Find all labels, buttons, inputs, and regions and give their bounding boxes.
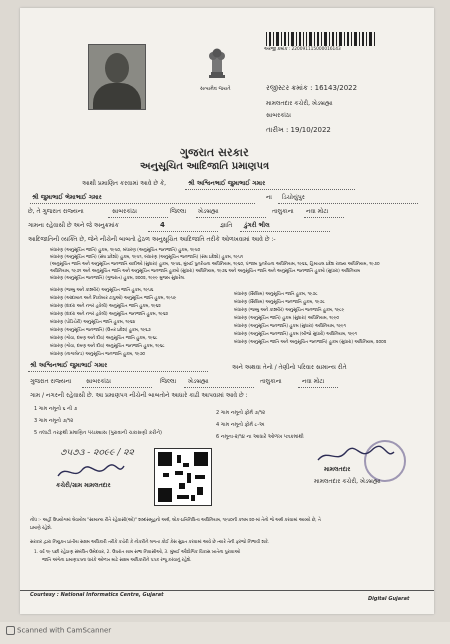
note-text: જાતિ અંગેના પ્રમાણપત્રના ધારકે ઓળખ માટે સક્ષમ અધિકારીને પત્રક રજૂ કરવાનું રહેશે. — [42, 558, 192, 563]
courtesy-text: Courtesy : National Informatics Centre, Gujarat — [30, 592, 164, 598]
order-list-item: બંધારણ (અનુસૂચિત જાતિ) હુકમ (સુધારા) અધિનિયમ, ૧૯૯૦ — [234, 316, 340, 321]
district-name: સાબરકાંઠા — [266, 112, 291, 119]
order-list-item: બંધારણ (નાગાલેન્ડ) અનુસૂચિત જનજાતિ હુકમ, ૧૯૭૦ — [50, 352, 146, 357]
scanner-label: Scanned with CamScanner — [17, 626, 112, 635]
left-signature-graphic — [56, 462, 126, 482]
order-list-item: બંધારણ (સિક્કિમ) અનુસૂચિત જાતિ હુકમ, ૧૯૭૮ — [234, 292, 318, 297]
note-text: પ્રમાણે રહેશે. — [30, 526, 52, 531]
taluka-label: તાલુકાના — [272, 208, 294, 215]
schedule-number: 4 — [160, 221, 165, 229]
caste-value: ડુંગરી ભીલ — [244, 222, 270, 229]
applicant-name: શ્રી અશ્વિનભાઈ જુમાભાઈ ગમાર — [188, 180, 266, 187]
national-emblem-icon — [202, 42, 232, 84]
document-item: 6 નમૂના-૨/૧૪ ના આધારે ઓળખ પત્રકમાંથી — [216, 434, 304, 440]
register-number: રજીસ્ટર ક્રમાંક : 16143/2022 — [266, 84, 358, 92]
certificate-page — [20, 8, 434, 614]
caste-label: જ્ઞાતિ — [220, 222, 233, 229]
order-list-item: બંધારણ (અનુસૂચિત જનજાતિ) હુકમ (સુધારા) અધિનિયમ, ૧૯૯૧ — [234, 324, 346, 329]
jilla-label: જિલ્લા — [170, 208, 187, 215]
village-value: નવા મોટા — [306, 208, 329, 215]
family-suffix: અને અથવા તેનો / તેણીનો પરિવાર સામાન્ય રીતે — [232, 364, 347, 371]
residence-district: સાબરકાંઠા — [86, 378, 111, 385]
intro-text: આથી પ્રમાણિત કરવામાં આવે છે કે, — [82, 180, 167, 187]
order-list-item: બંધારણ (આંદામાન અને નિકોબાર ટાપુઓ) અનુસૂચિત જાતિ હુકમ, ૧૯૫૯ — [50, 296, 177, 301]
officer-designation: મામલતદાર — [324, 466, 351, 473]
officer-signature-graphic — [316, 444, 396, 466]
note-text: 1. વર્ષ ૧૯ પછી રહેઠાણ સંબંધિત ઉમેદવાર, 2. ઉપરાંત ગ્રામ સભા નિવાસીઓ, 3. મુંબઈ ઔદ્યોગિક વિકાસ ખાતેના પુરાવાઓ — [34, 550, 240, 555]
applicant-photo — [88, 44, 146, 110]
order-list-item: બંધારણ (જમ્મુ અને કાશ્મીર) અનુસૂચિત જનજાતિ હુકમ, ૧૯૮૯ — [234, 308, 345, 313]
residence-taluka-label: તાલુકાના — [260, 378, 282, 385]
scanner-watermark — [6, 626, 111, 635]
family-applicant-name: શ્રી અશ્વિનભાઈ જુમાભાઈ ગમાર — [30, 362, 108, 369]
order-list-item: બંધારણ (દાદરા અને નગર હવેલી) અનુસૂચિત જાતિ હુકમ, ૧૯૬૨ — [50, 304, 161, 309]
note-text: સરકાર દ્વારા નિયુક્ત પ્રાંતીય સક્ષમ અધિકારી તરીકે કચેરી કે નોકરીને લગતા કોઈ કેસ સુપ્રત કરવામાં આવે છે ત્યારે તેની ફરજો નિભાવી શકે. — [30, 540, 270, 545]
order-list-item: બંધારણ (ગોવા, દમણ અને દીવ) અનુસૂચિત જાતિ હુકમ, ૧૯૬૮ — [50, 336, 158, 341]
native-village: ડિચોયુંપુર — [282, 194, 305, 201]
order-line: અધિનિયમ, ૧૯૭૧ અને અનુસૂચિત જાતિ અને અનુસૂચિત જનજાતિ હુકમો (સુધારા) અધિનિયમ, ૧૯૭૬ અને અનુસૂચિત જાતિ અને અનુસૂચિત જનજાતિ હુકમો (સુધારા) અધિનિયમ — [50, 269, 360, 274]
district-field: સાબરકાંઠા — [112, 208, 137, 215]
order-list-item: બંધારણ (દાદરા અને નગર હવેલી) અનુસૂચિત જનજાતિ હુકમ, ૧૯૬૨ — [50, 312, 168, 317]
order-list-item: બંધારણ (અનુસૂચિત જનજાતિ) હુકમ (બીજો સુધારો) અધિનિયમ, ૧૯૯૧ — [234, 332, 358, 337]
document-item: 4 ગામ નમૂનો ફોર્મ ૮-અ — [216, 422, 265, 428]
government-title: ગુજરાત સરકાર — [180, 146, 249, 159]
emblem-caption: સત્યમેવ જયતે — [200, 86, 231, 92]
camscanner-icon — [6, 626, 15, 635]
handwritten-reference: ૭૫૭૩ - ૨૦૯૯ / ૨૨ — [60, 448, 134, 458]
order-line: (અનુસૂચિત જાતિ અને અનુસૂચિત જનજાતિ યાદીઓ (સુધારા) હુકમ, ૧૯૫૬, મુંબઈ પુનર્રચના અધિનિયમ, ૧૯૬૦, પંજાબ પુનર્રચના અધિનિયમ, ૧૯૬૬, હિમાચલ પ્રદેશ રાજ્ય અધિનિયમ, ૧૯૭૦ — [50, 262, 380, 267]
application-number: અરજી ક્રમાંક : 220091115000016143 — [264, 47, 341, 52]
jilla-value: ખેડબ્રહ્મા — [198, 208, 219, 215]
order-line: બંધારણ (અનુસૂચિત જાતિ) (સંઘ પ્રદેશો) હુકમ, ૧૯૫૧, બંધારણ (અનુસૂચિત જનજાતિ) (સંઘ પ્રદેશો) હુકમ, ૧૯૫૧ — [50, 255, 243, 260]
footer-divider — [20, 590, 434, 591]
issue-date: તારીખ : 19/10/2022 — [266, 126, 331, 134]
order-list-item: બંધારણ (અનુસૂચિત જનજાતિ) (ઉત્તર પ્રદેશ) હુકમ, ૧૯૬૭ — [50, 328, 151, 333]
officer-office: મામલતદાર કચેરી, ખેડબ્રહ્મા — [314, 478, 381, 485]
document-item: 3 ગામ નમૂનો ૭/૧૨ — [34, 418, 74, 424]
father-name: શ્રી જુમાભાઈ ભેમાભાઈ ગમાર — [32, 194, 102, 201]
issuing-office: મામલતદાર કચેરી, ખેડબ્રહ્મા — [266, 100, 333, 107]
state-prefix: છે, તે ગુજરાત રાજ્યના — [28, 208, 84, 215]
order-list-item: બંધારણ (સિક્કિમ) અનુસૂચિત જનજાતિ હુકમ, ૧૯૭૮ — [234, 300, 325, 305]
document-item: 5 તલાટી તરફથી પ્રમાણિત પંચક્યાસ (પુરાવાની ચકાસણી કરીને) — [34, 430, 162, 436]
residence-jilla: ખેડબ્રહ્મા — [188, 378, 209, 385]
residence-prefix: ગુજરાત રાજ્યના — [30, 378, 72, 385]
document-item: 1 ગામ નમૂનો ૬ ની ૭ — [34, 406, 78, 412]
order-list-item: બંધારણ (જમ્મુ અને કાશ્મીર) અનુસૂચિત જાતિ હુકમ, ૧૯૫૬ — [50, 288, 154, 293]
digital-gujarat-label: Digital Gujarat — [368, 596, 410, 602]
na-label: ના — [266, 194, 272, 201]
note-text: નોંધ :- અહીં ઉપયોગમાં લેવાયેલ "સામાન્ય રીતે રહેવાસી(ઓ)" શબ્દસમૂહનો અર્થ, લોક-પ્રતિનિધિત્વ અધિનિયમ, ૧૯૫૦ની કલમ ૨૦-માં તેનો જે અર્થ કરવામાં આવ્યો છે, તે — [30, 518, 321, 523]
basis-text: ગામ / નગરની રહેવાસી છે. આ પ્રમાણપત્ર નીચેની બાબતોને આધારે કાઢી આપવામાં આવે છે : — [30, 392, 248, 399]
order-line: બંધારણ (અનુસૂચિત જાતિ) હુકમ, ૧૯૫૦, બંધારણ (અનુસૂચિત જનજાતિ) હુકમ, ૧૯૫૦ — [50, 248, 201, 253]
order-list-item: બંધારણ (ગોવા, દમણ અને દીવ) અનુસૂચિત જનજાતિ હુકમ, ૧૯૬૮ — [50, 344, 165, 349]
verification-qr-code[interactable] — [154, 448, 212, 506]
order-line: બંધારણ (અનુસૂચિત જનજાતિ) (ગુજરાત) હુકમ, ૨૦૦૨, ૧૯૯૯ મુજબ સુધારેલ. — [50, 276, 186, 281]
left-stamp-label: કચેરી/ગ્રામ મામલતદાર — [56, 482, 111, 489]
document-item: 2 ગામ નમૂનો ફોર્મ ૭/૧૨ — [216, 410, 266, 416]
residence-jilla-label: જિલ્લા — [160, 378, 177, 385]
certificate-title: અનુસૂચિત આદિજાતિ પ્રમાણપત્ર — [140, 161, 270, 172]
barcode-graphic — [266, 32, 376, 46]
order-list-item: બંધારણ (પોંડિચેરી) અનુસૂચિત જાતિ હુકમ, ૧૯૬૪ — [50, 320, 136, 325]
residence-village: નવા મોટા — [302, 378, 325, 385]
serial-prefix: ગામના રહેવાસી છે અને જ઼ે અનુક્રમાંક — [28, 222, 119, 229]
order-list-item: બંધારણ (અનુસૂચિત જાતિ અને અનુસૂચિત જનજાતિ) હુકમ (સુધારા) અધિનિયમ, ૨૦૦૨ — [234, 340, 387, 345]
recognition-text: આદિજાતિની વ્યક્તિ છે, જેને નીચેની બાબતો હેઠળ અનુસૂચિત આદિજાતિ તરીકે ઓળખવામાં આવે છે :- — [28, 236, 276, 243]
